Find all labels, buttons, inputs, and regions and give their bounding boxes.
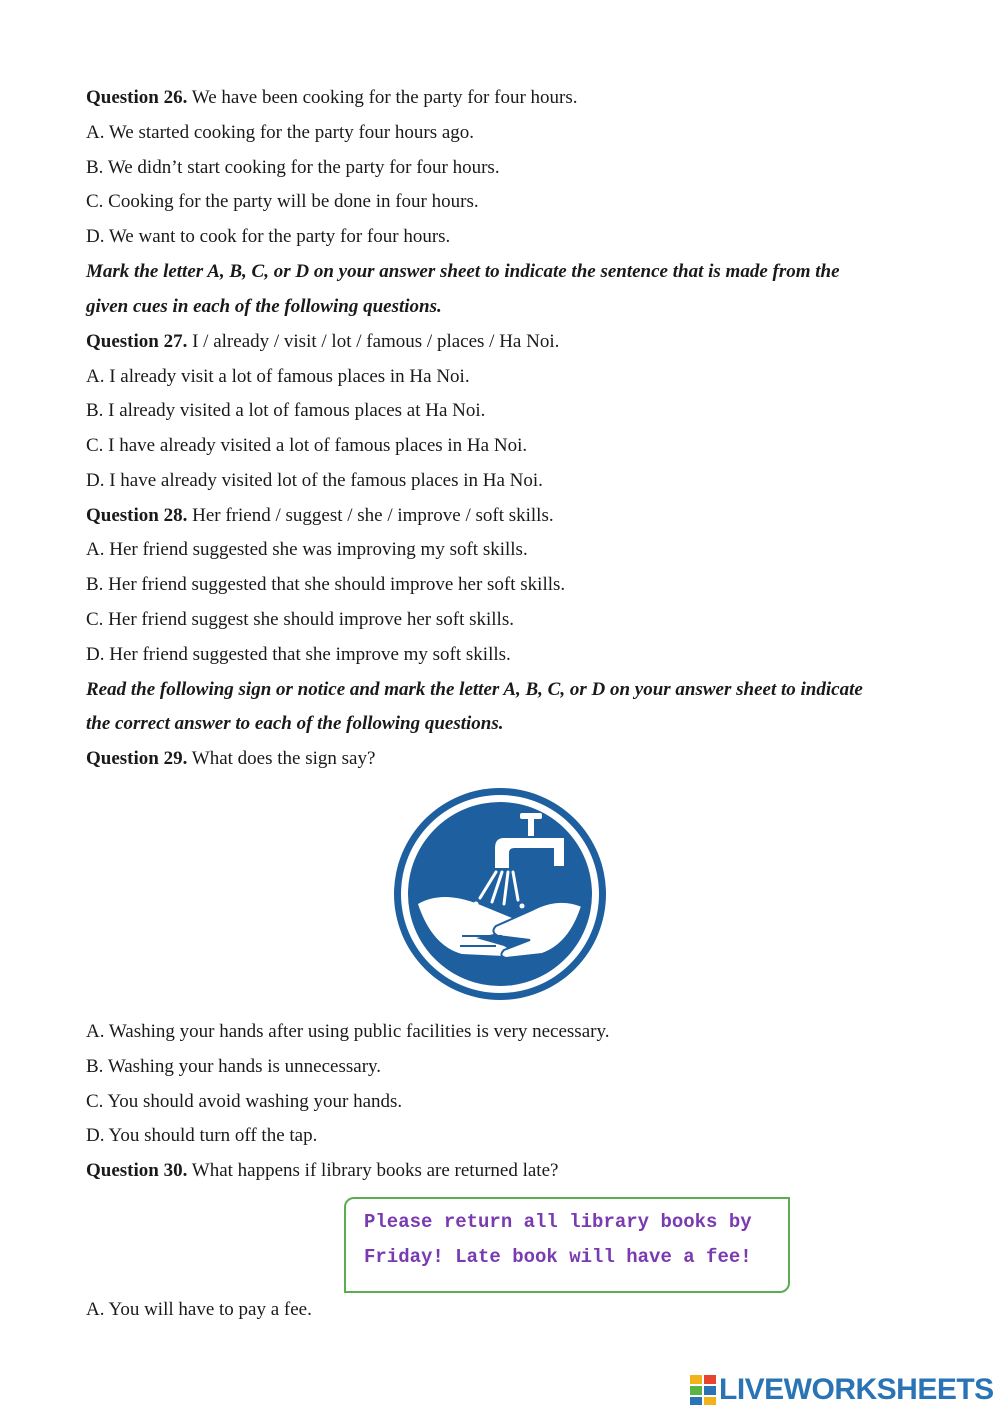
hand-washing-sign-icon [392,786,608,1002]
option-a[interactable]: A. You will have to pay a fee. [86,1299,312,1320]
liveworksheets-logo [690,1372,994,1408]
option-c[interactable]: C. Her friend suggest she should improve her soft skills. [86,609,514,630]
question-27 [86,330,559,354]
option-c[interactable]: C. Cooking for the party will be done in four hours. [86,191,479,212]
instruction-line: Read the following sign or notice and mark the letter A, B, C, or D on your answer sheet to indicate [86,679,863,700]
option-c[interactable]: C. I have already visited a lot of famous places in Ha Noi. [86,435,528,456]
question-label: Question 30. [86,1160,188,1181]
question-label: Question 29. [86,748,188,769]
question-30 [86,1159,558,1183]
option-a[interactable]: A. I already visit a lot of famous places in Ha Noi. [86,366,470,387]
notice-line-1: Please return all library books by [364,1211,752,1233]
question-label: Question 26. [86,87,188,108]
option-b[interactable]: B. I already visited a lot of famous places at Ha Noi. [86,400,486,421]
instruction-line: the correct answer to each of the following questions. [86,713,504,734]
question-prompt: What does the sign say? [191,748,376,769]
question-label: Question 27. [86,331,188,352]
question-prompt: I / already / visit / lot / famous / places / Ha Noi. [192,331,560,352]
question-prompt: What happens if library books are returned late? [191,1160,559,1181]
instruction-line: Mark the letter A, B, C, or D on your answer sheet to indicate the sentence that is made from the [86,261,840,282]
option-d[interactable]: D. You should turn off the tap. [86,1125,318,1146]
logo-text: LIVEWORKSHEETS [719,1373,994,1406]
question-prompt: We have been cooking for the party for four hours. [191,87,578,108]
question-prompt: Her friend / suggest / she / improve / soft skills. [192,505,554,526]
option-c[interactable]: C. You should avoid washing your hands. [86,1091,403,1112]
question-29 [86,747,375,771]
option-d[interactable]: D. We want to cook for the party for four hours. [86,226,451,247]
option-a[interactable]: A. Her friend suggested she was improving my soft skills. [86,539,528,560]
library-notice [344,1197,790,1293]
instruction-line: given cues in each of the following questions. [86,296,442,317]
option-a[interactable]: A. We started cooking for the party four hours ago. [86,122,475,143]
option-d[interactable]: D. Her friend suggested that she improve my soft skills. [86,644,511,665]
liveworksheets-logo-icon [690,1375,716,1405]
option-b[interactable]: B. Washing your hands is unnecessary. [86,1056,382,1077]
option-b[interactable]: B. We didn’t start cooking for the party for four hours. [86,157,500,178]
question-26 [86,86,578,110]
option-a[interactable]: A. Washing your hands after using public facilities is very necessary. [86,1021,610,1042]
option-d[interactable]: D. I have already visited lot of the famous places in Ha Noi. [86,470,543,491]
option-b[interactable]: B. Her friend suggested that she should improve her soft skills. [86,574,566,595]
notice-line-2: Friday! Late book will have a fee! [364,1246,752,1268]
question-28 [86,504,554,528]
question-label: Question 28. [86,505,188,526]
